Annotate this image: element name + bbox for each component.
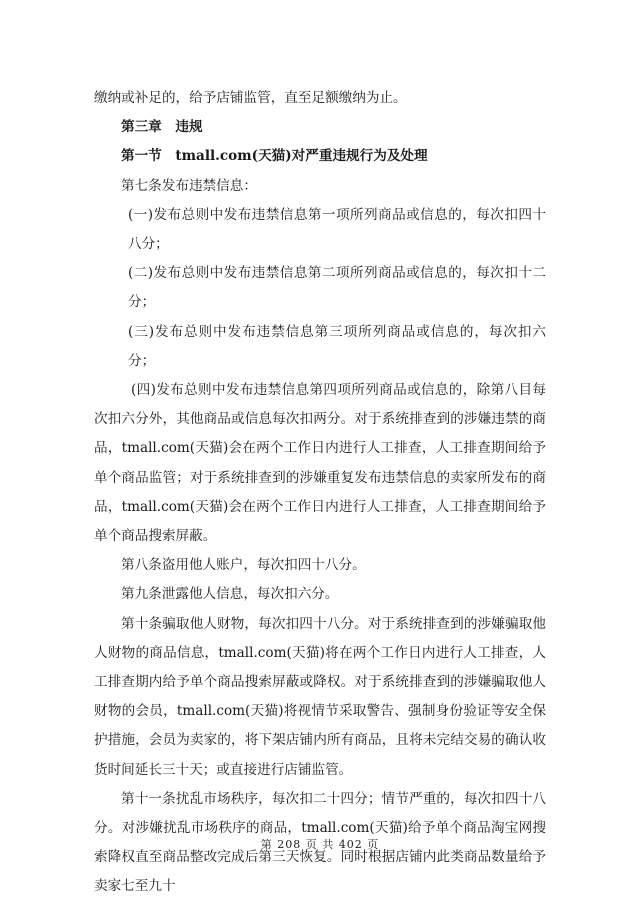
document-body	[94, 84, 546, 902]
section-heading: 第一节 tmall.com(天猫)对严重违规行为及处理	[121, 148, 428, 165]
article-7-item-3: (三)发布总则中发布违禁信息第三项所列商品或信息的，每次扣六分；	[128, 323, 546, 369]
paragraph-continuation: 缴纳或补足的，给予店铺监管，直至足额缴纳为止。	[94, 90, 407, 106]
article-7-item-1: (一)发布总则中发布违禁信息第一项所列商品或信息的，每次扣四十八分；	[128, 206, 546, 253]
article-9: 第九条泄露他人信息，每次扣六分。	[121, 586, 339, 603]
article-8: 第八条盗用他人账户，每次扣四十八分。	[121, 557, 366, 574]
article-7-item-2: (二)发布总则中发布违禁信息第二项所列商品或信息的，每次扣十二分；	[128, 265, 546, 311]
page-number-footer: 第 208 页 共 402 页	[260, 838, 380, 851]
article-10: 第十条骗取他人财物，每次扣四十八分。对于系统排查到的涉嫌骗取他人财物的商品信息，tmall.com(天猫)将在两个工作日内进行人工排查，人工排查期内给予单个商品搜索屏蔽或降权。对于系统排查到的涉嫌骗取他人财物的会员，tmall.com(天猫)将视情节采取警告、强制身份验证等安全保护措施，会员为卖家的，将下架店铺内所有商品，且将未完结交易的确认收货时间延长三十天；或直接进行店铺监管。	[94, 615, 546, 778]
article-7-item-4: (四)发布总则中发布违禁信息第四项所列商品或信息的，除第八目每次扣六分外，其他商品或信息每次扣两分。对于系统排查到的涉嫌违禁的商品，tmall.com(天猫)会在两个工作日内进行人工排查，人工排查期间给予单个商品监管；对于系统排查到的涉嫌重复发布违禁信息的卖家所发布的商品，tmall.com(天猫)会在两个工作日内进行人工排查，人工排查期间给予单个商品搜索屏蔽。	[94, 382, 546, 545]
article-11: 第十一条扰乱市场秩序，每次扣二十四分；情节严重的，每次扣四十八分。对涉嫌扰乱市场秩序的商品，tmall.com(天猫)给予单个商品淘宝网搜索降权直至商品整改完成后第三天恢复。同时根据店铺内此类商品数量给予卖家七至九十	[94, 790, 546, 895]
article-7-title: 第七条发布违禁信息：	[121, 177, 257, 194]
chapter-heading: 第三章 违规	[121, 119, 203, 136]
